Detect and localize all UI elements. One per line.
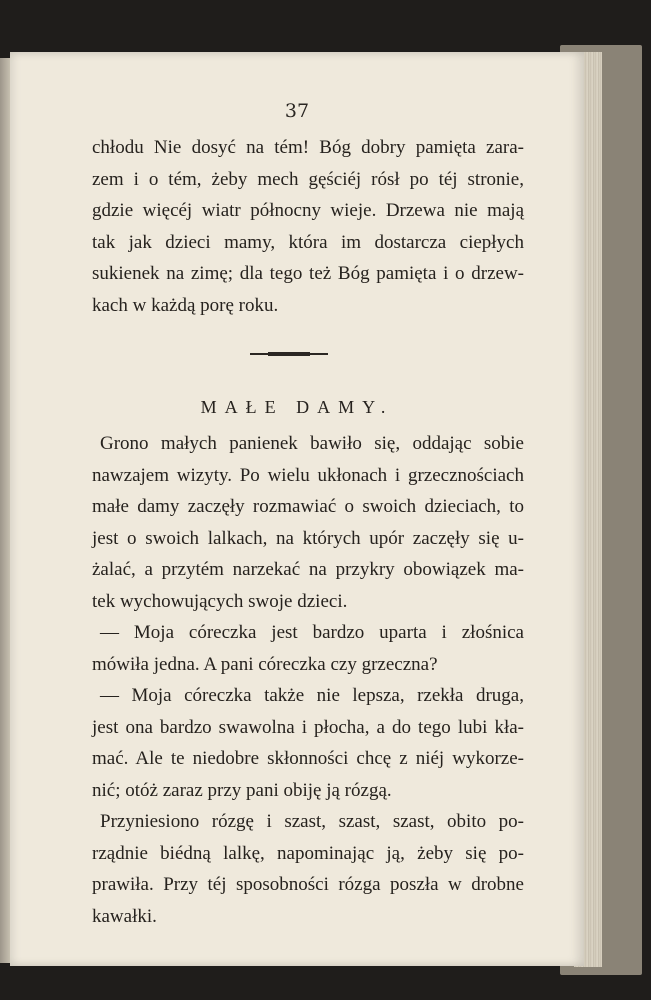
- text-line: Przyniesiono rózgę i szast, szast, szast, obito po-: [100, 811, 524, 832]
- page-number: 37: [284, 100, 310, 122]
- text-line: mówiła jedna. A pani córeczka czy grzeczna?: [92, 653, 438, 675]
- text-line: gdzie więcéj wiatr północny wieje. Drzewa nie mają: [92, 200, 524, 221]
- text-line: sukienek na zimę; dla tego też Bóg pamięta i o drzew-: [92, 263, 524, 284]
- text-line: prawiła. Przy téj sposobności rózga poszła w drobne: [92, 874, 524, 895]
- top-paragraph: [92, 132, 524, 321]
- text-line: — Moja córeczka także nie lepsza, rzekła druga,: [100, 685, 524, 706]
- story-body: [92, 428, 524, 932]
- text-line: mać. Ale te niedobre skłonności chcę z niéj wykorze-: [92, 748, 524, 769]
- text-line: jest ona bardzo swawolna i płocha, a do tego lubi kła-: [92, 716, 524, 738]
- text-line: nić; otóż zaraz przy pani obiję ją rózgą.: [92, 779, 392, 801]
- text-line: żalać, a przytém narzekać na przykry obowiązek ma-: [92, 559, 524, 580]
- text-line: nawzajem wizyty. Po wielu ukłonach i grzecznościach: [92, 464, 524, 486]
- text-line: rządnie biédną lalkę, napominając ją, żeby się po-: [92, 842, 524, 864]
- text-line: jest o swoich lalkach, na których upór zaczęły się u-: [92, 527, 524, 549]
- book-page: [10, 52, 584, 966]
- text-line: — Moja córeczka jest bardzo uparta i złośnica: [100, 622, 524, 643]
- text-line: tak jak dzieci mamy, która im dostarcza ciepłych: [92, 231, 524, 253]
- text-line: kach w każdą porę roku.: [92, 294, 279, 316]
- text-line: chłodu Nie dosyć na tém! Bóg dobry pamięta zara-: [92, 137, 524, 158]
- section-heading: MAŁE DAMY.: [200, 397, 394, 417]
- text-line: tek wychowujących swoje dzieci.: [92, 590, 348, 612]
- text-line: małe damy zaczęły rozmawiać o swoich dzieciach, to: [92, 496, 524, 517]
- section-divider: [250, 353, 328, 355]
- text-line: kawałki.: [92, 905, 157, 927]
- text-line: Grono małych panienek bawiło się, oddając sobie: [100, 433, 524, 454]
- text-line: zem i o tém, żeby mech gęściéj rósł po téj stronie,: [92, 168, 524, 190]
